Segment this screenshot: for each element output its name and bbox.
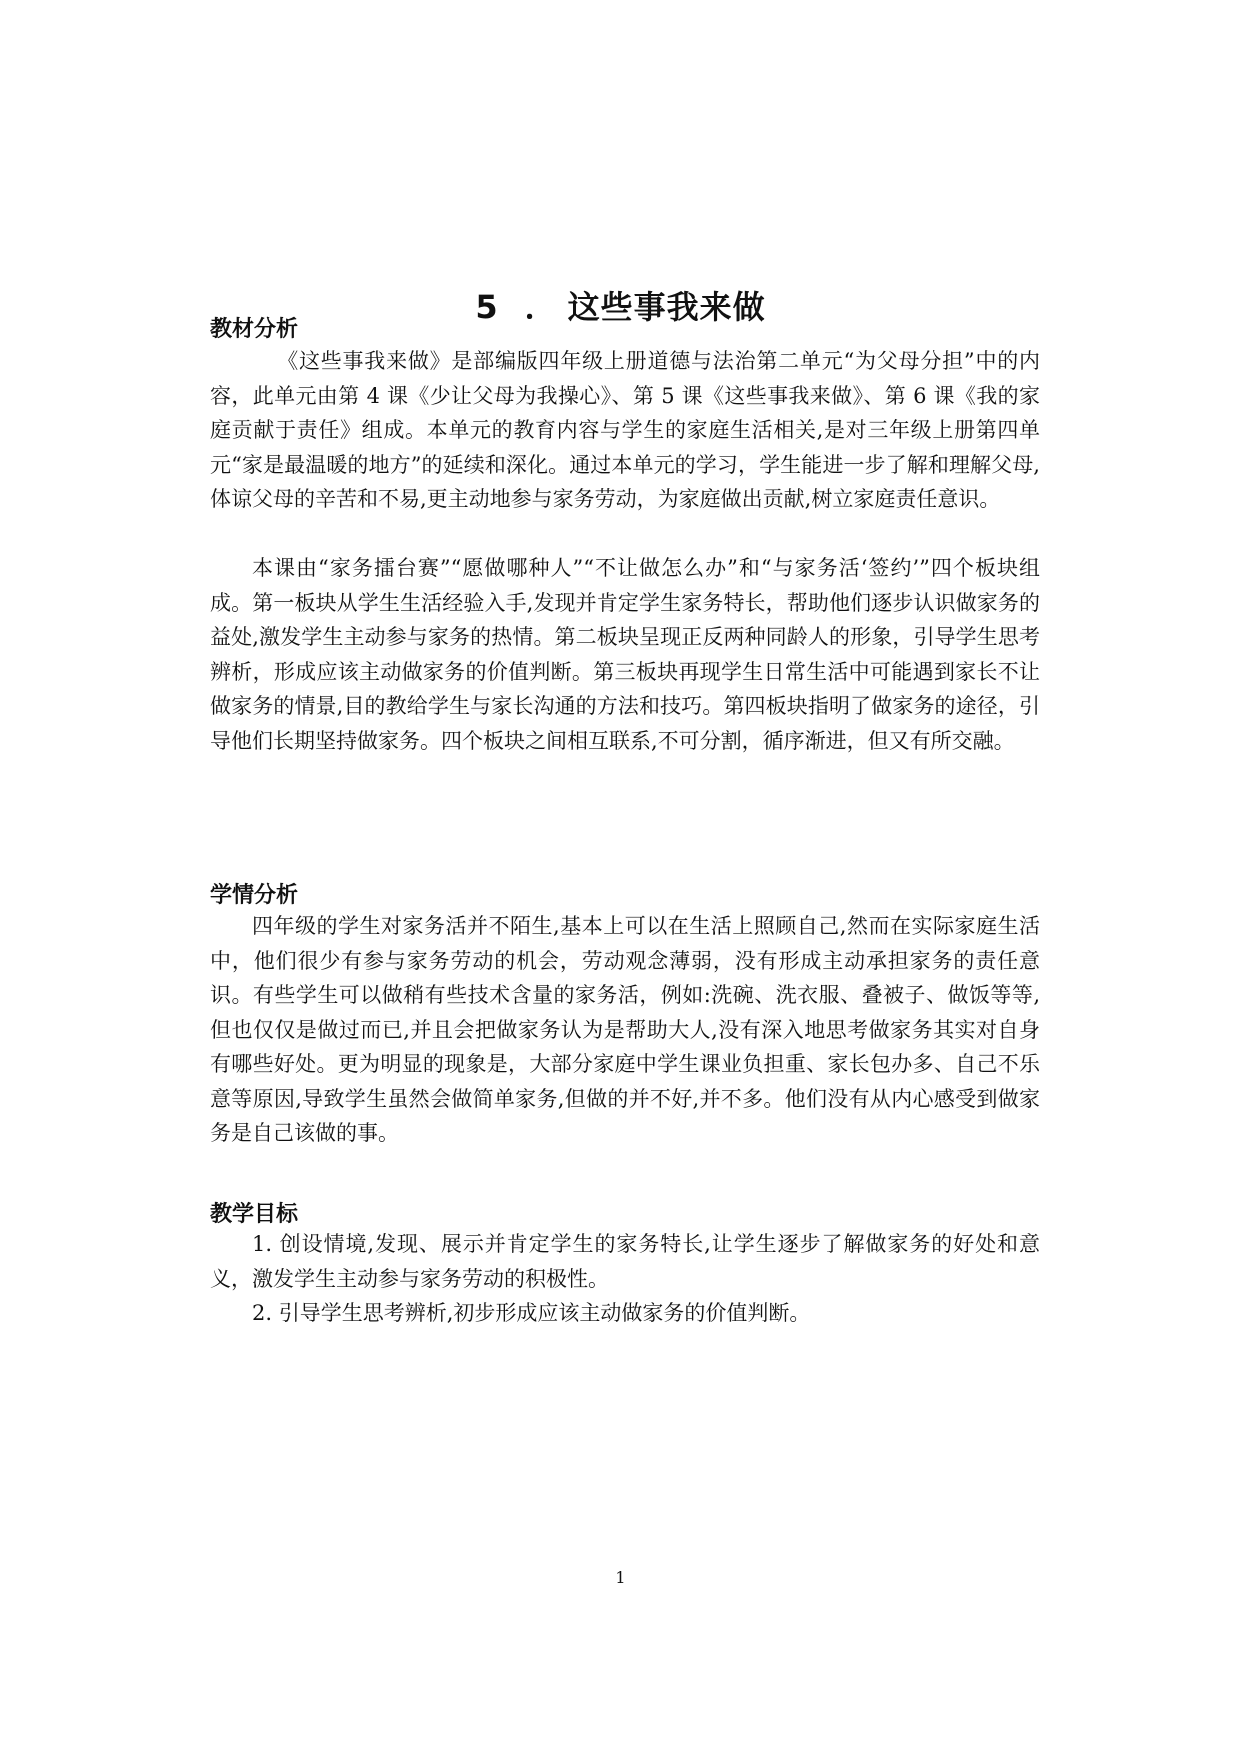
section-heading-textbook-analysis: 教材分析 — [210, 317, 299, 342]
paragraph-textbook-analysis-2: 本课由“家务擂台赛”“愿做哪种人”“不让做怎么办”和“与家务活‘签约’”四个板块组成。第一板块从学生生活经验入手,发现并肯定学生家务特长，帮助他们逐步认识做家务的益处,激发学生主动参与家务的热情。第二板块呈现正反两种同龄人的形象，引导学生思考辨析，形成应该主动做家务的价值判断。第三板块再现学生日常生活中可能遇到家长不让做家务的情景,目的教给学生与家长沟通的方法和技巧。第四板块指明了做家务的途径，引导他们长期坚持做家务。四个板块之间相互联系,不可分割，循序渐进，但又有所交融。 — [210, 556, 1040, 753]
page-number: 1 — [615, 1568, 626, 1587]
section-heading-teaching-goals: 教学目标 — [210, 1202, 299, 1227]
teaching-goal-1: 1. 创设情境,发现、展示并肯定学生的家务特长,让学生逐步了解做家务的好处和意义，激发学生主动参与家务劳动的积极性。 — [210, 1232, 1040, 1291]
title-number: 5 — [475, 288, 499, 326]
paragraph-textbook-analysis-1: 《这些事我来做》是部编版四年级上册道德与法治第二单元“为父母分担”中的内容，此单元由第 4 课《少让父母为我操心》、第 5 课《这些事我来做》、第 6 课《我的家庭贡献于责任》组成。本单元的教育内容与学生的家庭生活相关,是对三年级上册第四单元“家是最温暖的地方”的延续和深化。通过本单元的学习，学生能进一步了解和理解父母,体谅父母的辛苦和不易,更主动地参与家务劳动，为家庭做出贡献,树立家庭责任意识。 — [210, 349, 1040, 511]
section-heading-learner-analysis: 学情分析 — [210, 883, 299, 908]
page-title — [0, 282, 1241, 328]
title-text: 这些事我来做 — [567, 288, 766, 326]
title-separator: ． — [524, 288, 558, 326]
paragraph-learner-analysis: 四年级的学生对家务活并不陌生,基本上可以在生活上照顾自己,然而在实际家庭生活中，他们很少有参与家务劳动的机会，劳动观念薄弱，没有形成主动承担家务的责任意识。有些学生可以做稍有些技术含量的家务活，例如:洗碗、洗衣服、叠被子、做饭等等,但也仅仅是做过而已,并且会把做家务认为是帮助大人,没有深入地思考做家务其实对自身有哪些好处。更为明显的现象是，大部分家庭中学生课业负担重、家长包办多、自己不乐意等原因,导致学生虽然会做简单家务,但做的并不好,并不多。他们没有从内心感受到做家务是自己该做的事。 — [210, 914, 1040, 1145]
teaching-goal-2: 2. 引导学生思考辨析,初步形成应该主动做家务的价值判断。 — [252, 1301, 811, 1325]
